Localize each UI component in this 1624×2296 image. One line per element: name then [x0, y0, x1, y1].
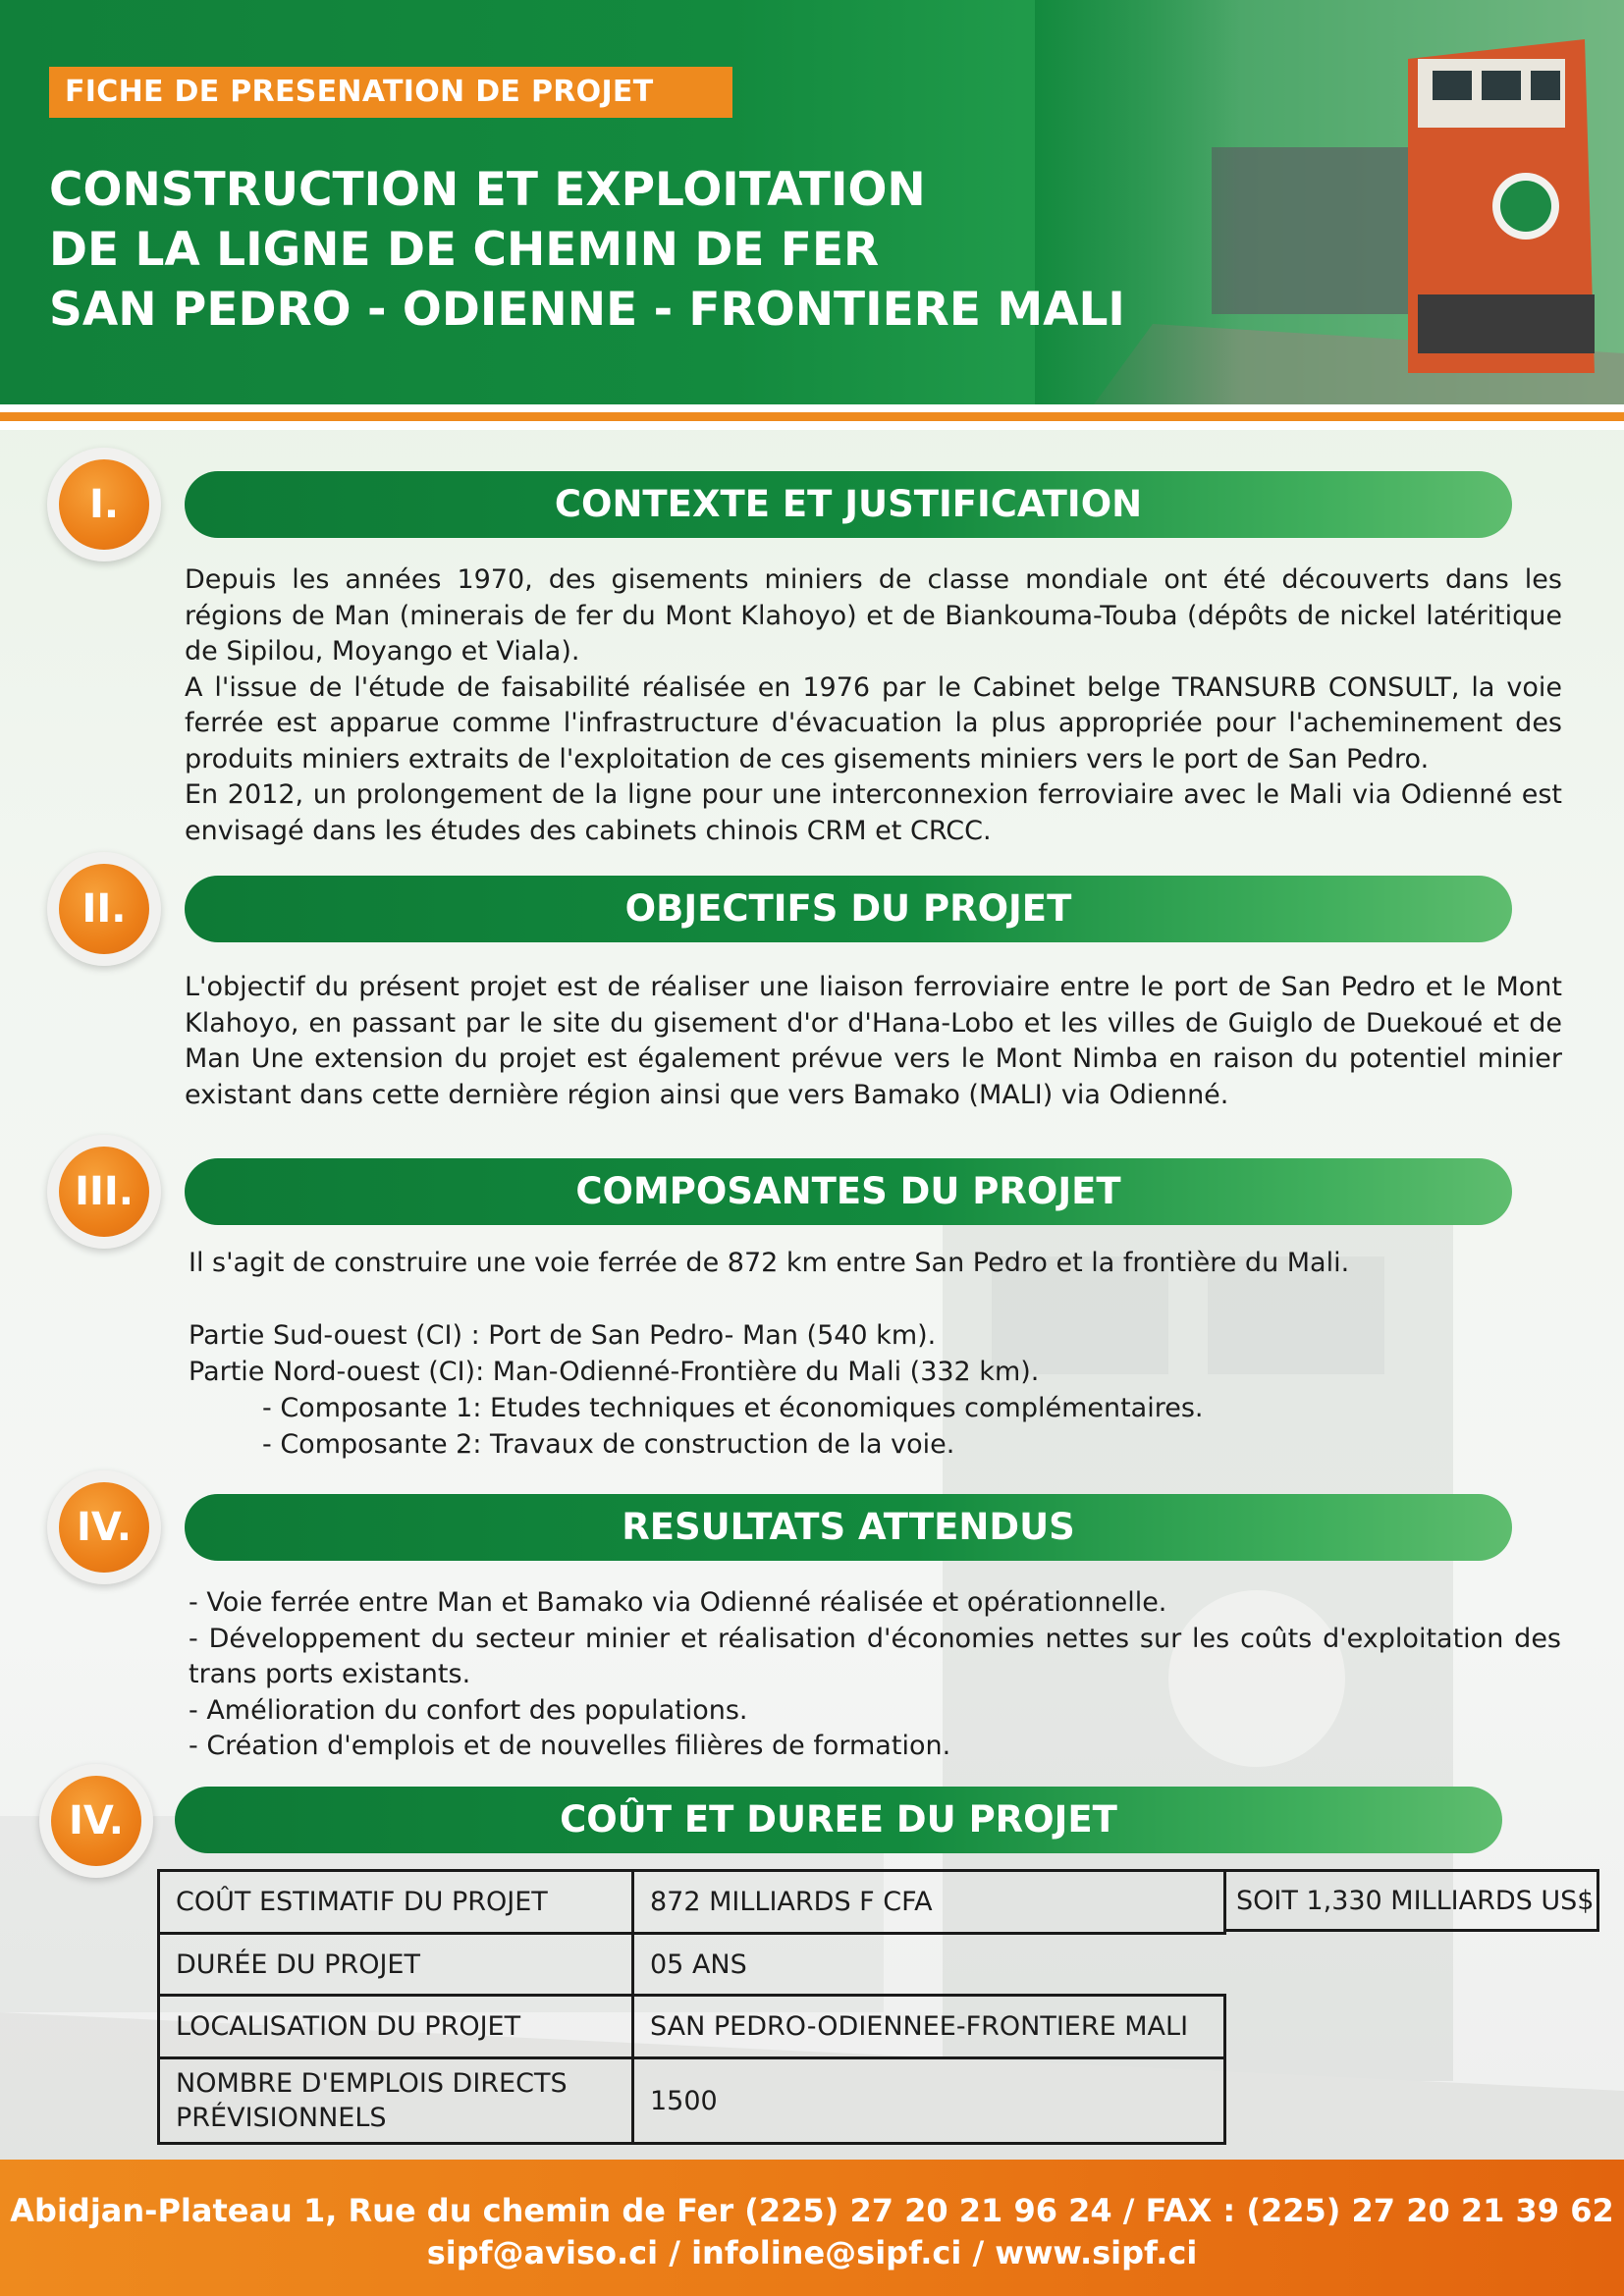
paragraph: A l'issue de l'étude de faisabilité réalisée en 1976 par le Cabinet belge TRANSURB CONSULT, la voie ferrée est apparue comme l'infrastructure d'évacuation la plus appropriée pour l'acheminement des produits miniers extraits de l'exploitation de ces gisements miniers vers le port de San Pedro.	[185, 671, 1562, 774]
page-header	[0, 0, 1624, 404]
part-line: Partie Nord-ouest (CI): Man-Odienné-Frontière du Mali (332 km).	[189, 1357, 1040, 1387]
section-number-badge: II.	[47, 852, 161, 966]
section-heading: COÛT ET DUREE DU PROJET	[175, 1787, 1502, 1853]
intro-line: Il s'agit de construire une voie ferrée de 872 km entre San Pedro et la frontière du Mali.	[189, 1248, 1350, 1278]
table-value-cell: 872 MILLIARDS F CFA	[631, 1869, 1226, 1935]
list-item: - Voie ferrée entre Man et Bamako via Odienné réalisée et opérationnelle.	[189, 1587, 1167, 1618]
title-line: SAN PEDRO - ODIENNE - FRONTIERE MALI	[49, 283, 1125, 337]
section-heading: OBJECTIFS DU PROJET	[185, 876, 1512, 942]
page-title	[49, 160, 1129, 340]
section-body	[189, 1585, 1561, 1765]
component-line: - Composante 1: Etudes techniques et économiques complémentaires.	[262, 1393, 1204, 1423]
list-item: - Amélioration du confort des populations.	[189, 1694, 748, 1726]
header-divider	[0, 404, 1624, 412]
list-item: - Création d'emplois et de nouvelles filières de formation.	[189, 1731, 951, 1761]
section-heading: RESULTATS ATTENDUS	[185, 1494, 1512, 1561]
footer-contacts: sipf@aviso.ci / infoline@sipf.ci / www.sipf.ci	[426, 2234, 1198, 2271]
section-body	[189, 1245, 1563, 1463]
component-line: - Composante 2: Travaux de construction de la voie.	[262, 1429, 955, 1460]
table-value-cell: 05 ANS	[631, 1932, 1226, 1997]
table-label-cell: NOMBRE D'EMPLOIS DIRECTS PRÉVISIONNELS	[157, 2056, 634, 2145]
section-number-badge: III.	[47, 1135, 161, 1249]
table-label-cell: COÛT ESTIMATIF DU PROJET	[157, 1869, 634, 1935]
table-label-cell: LOCALISATION DU PROJET	[157, 1994, 634, 2059]
part-line: Partie Sud-ouest (CI) : Port de San Pedro- Man (540 km).	[189, 1320, 937, 1351]
table-value-cell: 1500	[631, 2056, 1226, 2145]
section-number-badge: I.	[47, 448, 161, 561]
header-divider-orange	[0, 412, 1624, 421]
table-label-cell: DURÉE DU PROJET	[157, 1932, 634, 1997]
table-extra-cell: SOIT 1,330 MILLIARDS US$	[1223, 1869, 1599, 1932]
section-heading: CONTEXTE ET JUSTIFICATION	[185, 471, 1512, 538]
section-number-badge: IV.	[39, 1764, 153, 1878]
section-body	[185, 970, 1562, 1113]
title-line: DE LA LIGNE DE CHEMIN DE FER	[49, 223, 880, 277]
header-divider	[0, 421, 1624, 430]
document-type-banner: FICHE DE PRESENATION DE PROJET	[49, 67, 732, 118]
list-item: - Développement du secteur minier et réalisation d'économies nettes sur les coûts d'exploitation des trans ports existants.	[189, 1623, 1561, 1689]
section-heading: COMPOSANTES DU PROJET	[185, 1158, 1512, 1225]
section-body	[185, 562, 1562, 849]
section-number-badge: IV.	[47, 1470, 161, 1584]
paragraph: L'objectif du présent projet est de réaliser une liaison ferroviaire entre le port de San Pedro et le Mont Klahoyo, en passant par le site du gisement d'or d'Hana-Lobo et les villes de Guiglo de Duekoué et de Man Une extension du projet est également prévue vers le Mont Nimba en raison du potentiel minier existant dans cette dernière région ainsi que vers Bamako (MALI) via Odienné.	[185, 972, 1562, 1110]
table-value-cell: SAN PEDRO-ODIENNEE-FRONTIERE MALI	[631, 1994, 1226, 2059]
footer-address: Abidjan-Plateau 1, Rue du chemin de Fer (225) 27 20 21 96 24 / FAX : (225) 27 20 21 39 62	[10, 2192, 1614, 2229]
paragraph: Depuis les années 1970, des gisements miniers de classe mondiale ont été découverts dans les régions de Man (minerais de fer du Mont Klahoyo) et de Biankouma-Touba (dépôts de nickel latéritique de Sipilou, Moyango et Viala).	[185, 564, 1562, 667]
page-footer	[0, 2160, 1624, 2296]
title-line: CONSTRUCTION ET EXPLOITATION	[49, 163, 926, 217]
paragraph: En 2012, un prolongement de la ligne pour une interconnexion ferroviaire avec le Mali via Odienné est envisagé dans les études des cabinets chinois CRM et CRCC.	[185, 779, 1562, 846]
